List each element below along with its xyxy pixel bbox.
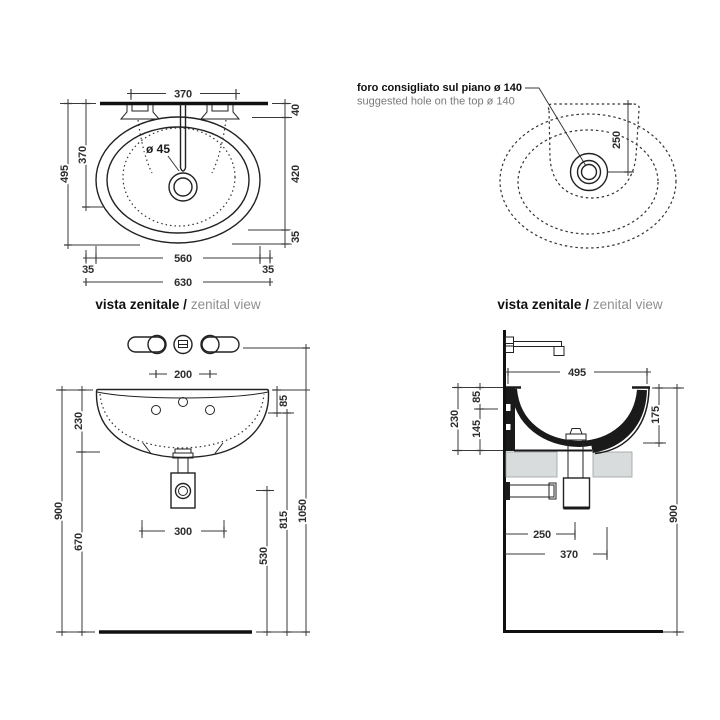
dim-depth-inner: 370 [77, 146, 89, 164]
basin-inner-dashed [518, 130, 658, 234]
faucet-shaft [181, 104, 186, 171]
basin-bowl-dashed [123, 128, 235, 226]
basin-front-outline [97, 390, 269, 458]
dim-drain-spacing: 300 [174, 526, 192, 538]
caption-top-left: vista zenitale / zenital view [95, 297, 261, 312]
mounting-plate-dashed [548, 104, 639, 198]
dim-trap-height: 530 [258, 547, 270, 565]
dim-side-body-height: 230 [449, 410, 461, 428]
dimension-lines-front-view [56, 344, 310, 636]
dim-bowl-length: 420 [290, 165, 302, 183]
counter-slab-left [506, 452, 557, 477]
dim-hole-distance: 250 [611, 131, 623, 149]
drain-diameter-label: ø 45 [145, 142, 171, 156]
basin-front-bowl-dashed [100, 394, 264, 448]
dim-counter-overhang: 40 [290, 104, 302, 116]
dim-rim-segment: 85 [471, 391, 483, 403]
basin-holes [152, 398, 215, 415]
dim-trap-distance: 250 [533, 529, 551, 541]
view-top-hole [357, 82, 676, 312]
view-top-zenital [59, 89, 302, 313]
dim-tap-width: 370 [174, 88, 192, 101]
dim-total-height: 1050 [297, 499, 309, 523]
dim-width-inner: 560 [174, 253, 192, 265]
wall-fixtures [128, 336, 239, 354]
dim-overflow-height: 815 [278, 511, 290, 529]
drain-trap-front [171, 449, 195, 508]
dim-width-total: 630 [174, 277, 192, 289]
hole-leader-line [525, 88, 586, 166]
suggested-hole [571, 154, 608, 191]
dim-depth: 495 [568, 367, 586, 379]
caption-top-right: vista zenitale / zenital view [497, 297, 663, 312]
basin-outline-dashed [500, 114, 676, 248]
view-side [449, 330, 684, 636]
counter-slab-right [593, 452, 632, 477]
dim-side-rim-height: 900 [668, 505, 680, 523]
drain-hole [169, 173, 197, 201]
wall-faucet [506, 337, 565, 356]
dim-rim-drop: 85 [278, 395, 290, 407]
hole-note-italian: foro consigliato sul piano ø 140 [357, 82, 523, 94]
dim-bowl-depth: 175 [650, 406, 662, 424]
dim-bowl-offset: 35 [290, 231, 302, 243]
dim-margin-left: 35 [82, 264, 94, 276]
hole-note-english: suggested hole on the top ø 140 [357, 95, 515, 108]
drain-leader-line [168, 156, 179, 171]
basin-section [506, 387, 650, 454]
dim-depth-total: 495 [59, 165, 71, 183]
dim-hole-spacing: 200 [174, 369, 192, 381]
dim-rim-height: 900 [53, 502, 65, 520]
dim-lower-segment: 145 [471, 420, 483, 438]
dim-drain-distance: 370 [560, 549, 578, 561]
dim-clearance: 670 [73, 533, 85, 551]
view-front [53, 336, 310, 637]
dim-margin-right: 35 [262, 264, 274, 276]
dim-body-height: 230 [73, 412, 85, 430]
